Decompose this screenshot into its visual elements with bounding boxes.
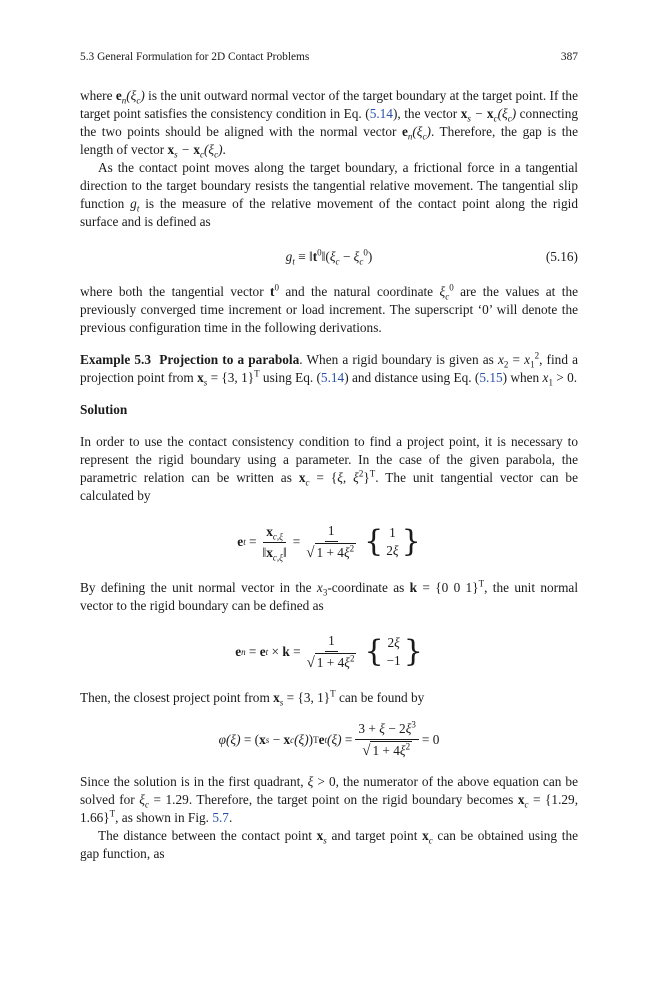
solution-heading: Solution	[80, 402, 128, 417]
equation-tangent-vector: e t = $\frac{x_{c,\xi}}{‖x_{c,\xi}‖}$ = 1 √ $1 + 4\xi^2$ { 1 2ξ }	[237, 523, 421, 563]
solution-paragraph-3: Then, the closest project point from $x_s = \{3$, 1}$^T$ can be found by	[80, 688, 425, 708]
solution-paragraph-4: Since the solution is in the first quadrant, ξ > 0, the numerator of the above equation can be solved for $\xi_c = 1.29$. Therefore, the target point on the rigid boundary becomes $x_c = \{1.29$, 1.66}$^T$, as shown in Fig. 5.7.	[80, 774, 579, 825]
body-text	[80, 87, 578, 863]
paragraph-2: As the contact point moves along the target boundary, a frictional force in a tangential direction to the target boundary resists the tangential relative movement. The tangential slip function $g_t$ is the measure of the relative movement of the contact point along the rigid surface and is defined as	[80, 160, 578, 229]
equation-projection: φ(ξ) = ( x s − x c (ξ) ) T e t (ξ) = $3 + \xi - 2\xi^3$ √ $1 + 4\xi^2$ = 0	[218, 719, 440, 759]
example-statement: Example 5.3 Projection to a parabola. When a rigid boundary is given as $x_2 = x_1^2$, find a projection point from $x_s = \{3$, 1}$^T$ using Eq. (5.14) and distance using Eq. (5.15) when $x_1 > 0$.	[80, 350, 579, 388]
equation-body: $g_t$ ≡ $‖t^0‖(\xi_c - \xi_c^0)$	[285, 247, 373, 267]
example-label: Example 5.3	[80, 352, 151, 367]
equation-normal-vector: e n = e t × k = 1 √ $1 + 4\xi^2$ { 2ξ −1 }	[235, 633, 423, 671]
equation-5-16	[80, 245, 578, 269]
page-number: 387	[560, 51, 578, 63]
equation-link[interactable]: 5.14	[369, 106, 393, 121]
solution-paragraph-2: By defining the unit normal vector in the $x_3$-coordinate as k = {0 0 1}$^T$, the unit normal vector to the rigid boundary can be defined as	[80, 578, 579, 613]
equation-link[interactable]: 5.15	[479, 370, 503, 385]
equation-number: (5.16)	[545, 249, 578, 264]
paragraph-3: where both the tangential vector $t^0$ and the natural coordinate $\xi_c^0$ are the values at the previously converged time increment or load increment. The superscript ‘0’ will denote the previous configuration time in the following derivations.	[80, 282, 578, 335]
example-title: Projection to a parabola	[159, 352, 300, 367]
equation-link[interactable]: 5.14	[320, 370, 345, 385]
figure-link[interactable]: 5.7	[212, 810, 229, 825]
paragraph-1: where $e_n(\xi_c)$ is the unit outward normal vector of the target boundary at the target point. If the target point satisfies the consistency condition in Eq. (5.14), the vector $x_s - x_c(\xi_c)$ connecting the two points should be aligned with the normal vector $e_n(\xi_c)$. Therefore, the gap is the length of vector $x_s - x_c(\xi_c)$.	[80, 88, 578, 160]
section-title: 5.3 General Formulation for 2D Contact Problems	[80, 51, 310, 63]
solution-paragraph-5: The distance between the contact point $x_s$ and target point $x_c$ can be obtained using the gap function, as	[80, 828, 578, 861]
solution-paragraph-1: In order to use the contact consistency condition to find a project point, it is necessary to represent the rigid boundary using a parameter. In the case of the given parabola, the parametric relation can be written as $x_c = \{\xi$, $\xi^2\}^T$. The unit tangential vector can be calculated by	[80, 434, 578, 503]
